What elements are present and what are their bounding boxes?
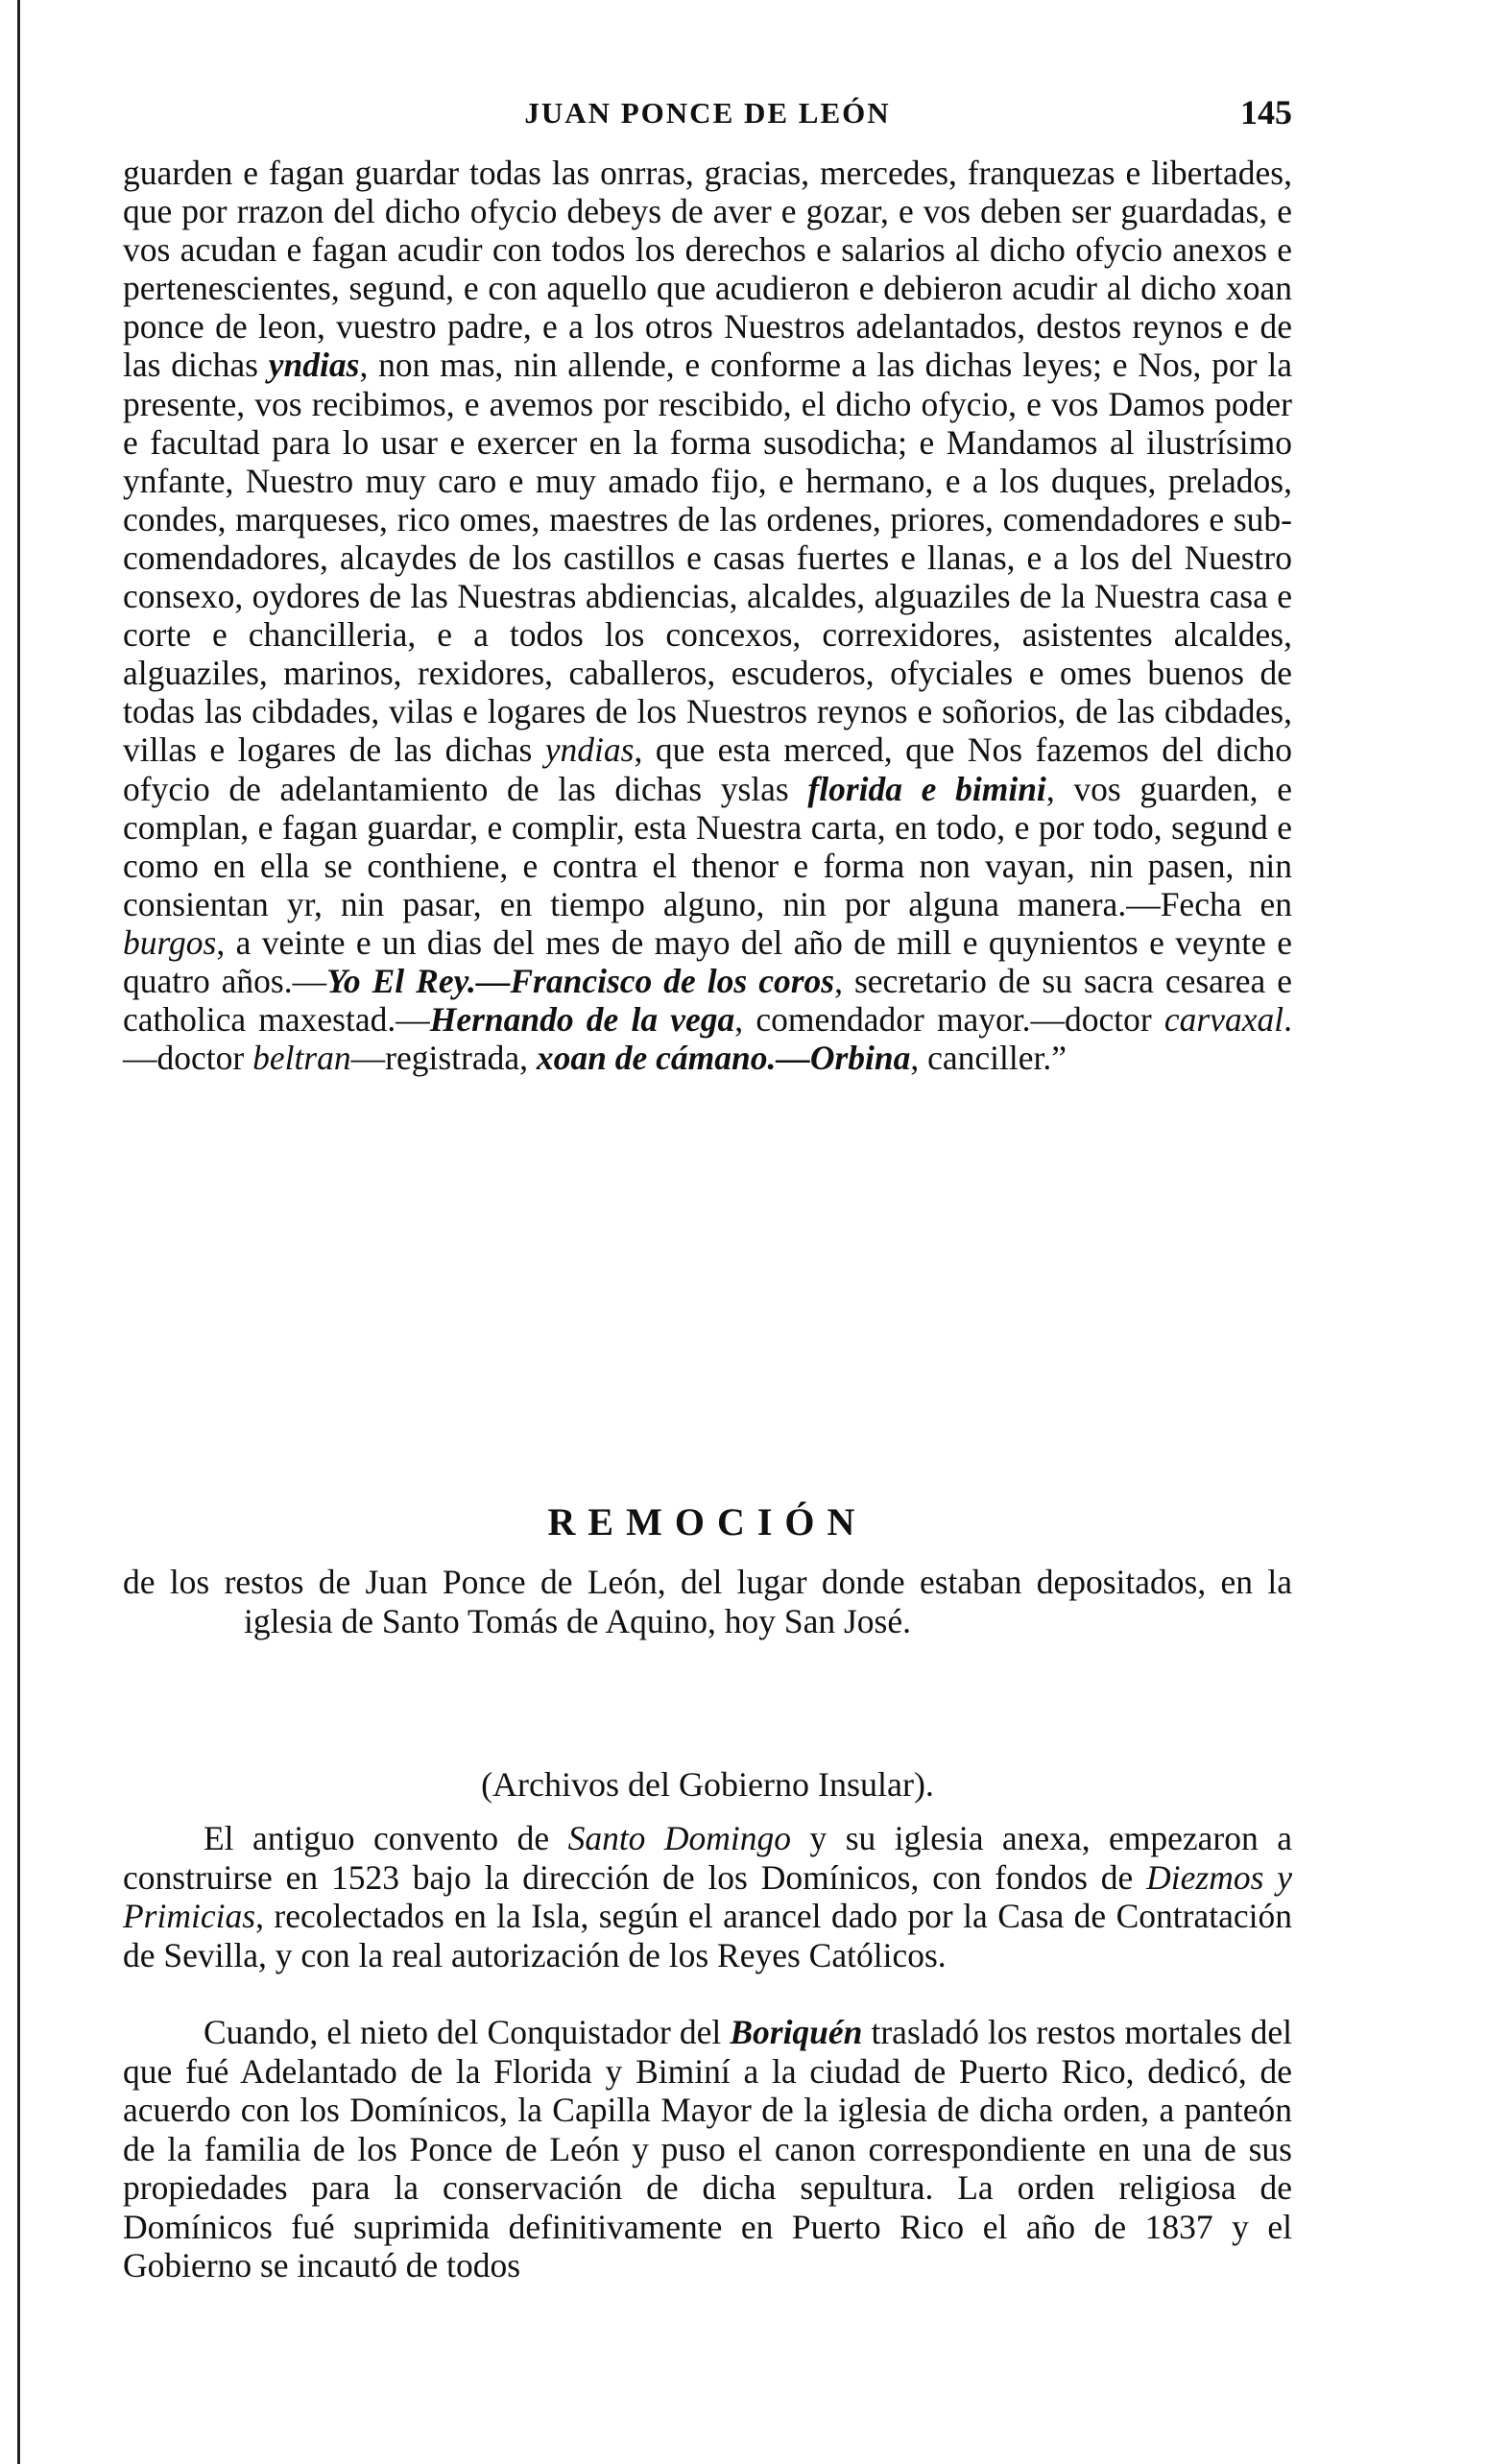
emphasized-text: carvaxal bbox=[1163, 1000, 1284, 1040]
text-run: , secretario de su sacra cesarea e catholica maxestad.— bbox=[123, 961, 1292, 1040]
text-run: , canciller.” bbox=[910, 1039, 1067, 1078]
text-run: , que esta merced, que Nos fazemos del dicho ofycio de adelantamiento de las dichas yslas bbox=[123, 730, 1292, 808]
page-number: 145 bbox=[1240, 93, 1292, 132]
paragraph-remains-transfer bbox=[123, 2013, 1292, 2285]
emphasized-text: Hernando de la vega bbox=[429, 1000, 735, 1040]
text-run: .—doctor bbox=[123, 1000, 1292, 1078]
text-run: guarden e fagan guardar todas las onrras, gracias, mercedes, franquezas e libertades, que por rrazon del dicho ofycio debeys de aver e gozar, e vos deben ser guardadas, e vos acudan e fagan acudir con todos los derechos e salarios al dicho ofycio anexos e pertenescientes, segund, e con aquello que acudieron e debieron acudir al dicho xoan ponce de leon, vuestro padre, e a los otros Nuestros adelantados, destos reynos e de las dichas bbox=[123, 154, 1292, 385]
emphasized-text: Yo El Rey.—Francisco de los coros bbox=[326, 961, 835, 1000]
emphasized-text: florida e bimini bbox=[807, 769, 1046, 808]
paragraph-convent-history bbox=[123, 1819, 1292, 1974]
emphasized-text: xoan de cámano.—Orbina bbox=[536, 1039, 911, 1078]
emphasized-text: Boriquén bbox=[730, 2013, 863, 2051]
scan-edge-line bbox=[17, 0, 20, 2464]
emphasized-text: yndias bbox=[268, 346, 360, 385]
emphasized-text: Santo Domingo bbox=[567, 1819, 792, 1857]
text-run: El antiguo convento de bbox=[204, 1819, 568, 1857]
running-title: JUAN PONCE DE LEÓN bbox=[524, 96, 891, 130]
section-title: REMOCIÓN bbox=[547, 1500, 868, 1543]
emphasized-text: Diezmos y Primicias bbox=[123, 1857, 1292, 1935]
text-run: trasladó los restos mortales del que fué Adelantado de la Florida y Biminí a la ciudad de Puerto Rico, dedicó, de acuerdo con los Domínicos, la Capilla Mayor de la iglesia de dicha orden, a panteón de la familia de los Ponce de León y puso el canon correspondiente en una de sus propiedades para la conservación de dicha sepultura. La orden religiosa de Domínicos fué suprimida definitivamente en Puerto Rico el año de 1837 y el Gobierno se incautó de todos bbox=[123, 2013, 1292, 2285]
text-run: , vos guarden, e complan, e fagan guardar, e complir, esta Nuestra carta, en todo, e por todo, segund e como en ella se conthiene, e contra el thenor e forma non vayan, nin pasen, nin consientan yr, nin pasar, en tiempo alguno, nin por alguna manera.—Fecha en bbox=[123, 769, 1292, 923]
section-subtitle: de los restos de Juan Ponce de León, del lugar donde estaban depositados, en la iglesia de Santo Tomás de Aquino, hoy San José. bbox=[123, 1563, 1292, 1640]
emphasized-text: beltran bbox=[252, 1039, 351, 1078]
emphasized-text: burgos bbox=[123, 922, 217, 962]
emphasized-text: yndias bbox=[544, 730, 635, 770]
text-run: —registrada, bbox=[350, 1039, 537, 1078]
text-run: , recolectados en la Isla, según el arancel dado por la Casa de Contratación de Sevilla, y con la real autorización de los Reyes Católicos. bbox=[123, 1897, 1292, 1974]
text-run: , a veinte e un dias del mes de mayo del año de mill e quynientos e veynte e quatro años.— bbox=[123, 922, 1292, 1000]
source-note: (Archivos del Gobierno Insular). bbox=[481, 1765, 934, 1804]
page-header bbox=[123, 93, 1292, 134]
text-run: , non mas, nin allende, e conforme a las dichas leyes; e Nos, por la presente, vos recibimos, e avemos por rescibido, el dicho ofycio, e vos Damos poder e facultad para lo usar e exercer en la forma susodicha; e Mandamos al ilustrísimo ynfante, Nuestro muy caro e muy amado fijo, e hermano, e a los duques, prelados, condes, marqueses, rico omes, maestres de las ordenes, priores, comendadores e sub-comendadores, alcaydes de los castillos e casas fuertes e llanas, e a los del Nuestro consexo, oydores de las Nuestras abdiencias, alcaldes, alguaziles de la Nuestra casa e corte e chancilleria, e a todos los concexos, correxidores, asistentes alcaldes, alguaziles, marinos, rexidores, caballeros, escuderos, ofyciales e omes buenos de todas las cibdades, vilas e logares de los Nuestros reynos e soñorios, de las cibdades, villas e logares de las dichas bbox=[123, 346, 1292, 770]
text-run: , comendador mayor.—doctor bbox=[734, 1000, 1164, 1040]
text-run: y su iglesia anexa, empezaron a construirse en 1523 bajo la dirección de los Domínicos, con fondos de bbox=[123, 1819, 1292, 1897]
paragraph-royal-decree bbox=[123, 154, 1292, 1077]
text-run: Cuando, el nieto del Conquistador del bbox=[204, 2013, 731, 2051]
